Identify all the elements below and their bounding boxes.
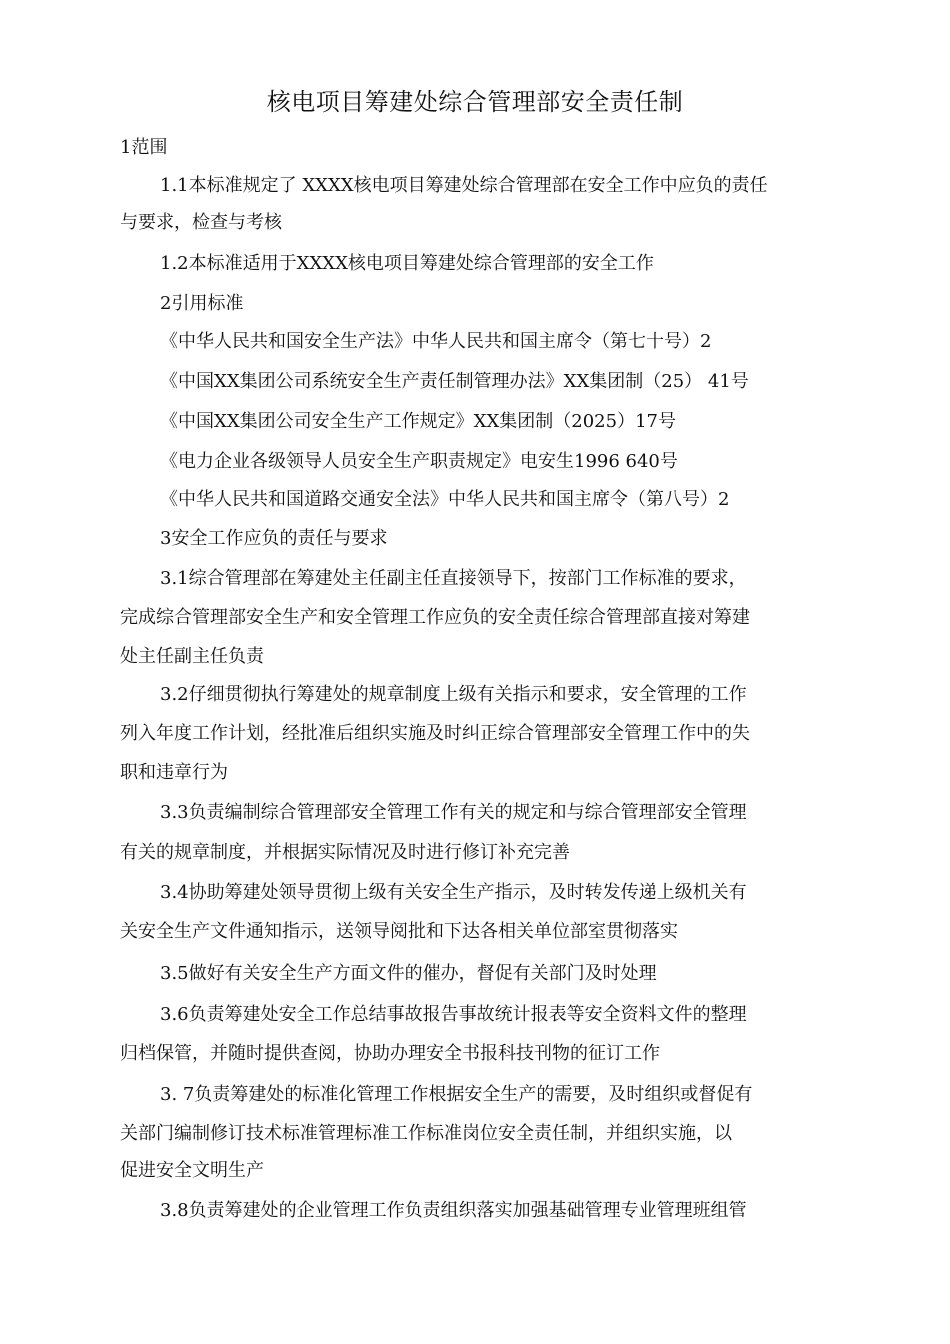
reference-item: 《中华人民共和国道路交通安全法》中华人民共和国主席令（第八号）2 [160,489,730,510]
paragraph-line: 有关的规章制度，并根据实际情况及时进行修订补充完善 [120,842,570,863]
paragraph-line: 3.5做好有关安全生产方面文件的催办，督促有关部门及时处理 [160,963,657,984]
paragraph-line: 1.2本标准适用于XXXX核电项目筹建处综合管理部的安全工作 [160,253,654,274]
paragraph-line: 关部门编制修订技术标准管理标准工作标准岗位安全责任制，并组织实施，以 [120,1123,732,1144]
reference-item: 《中国XX集团公司安全生产工作规定》XX集团制（2025）17号 [160,411,676,432]
paragraph-line: 1.1本标准规定了 XXXX核电项目筹建处综合管理部在安全工作中应负的责任 [160,175,768,196]
paragraph-line: 完成综合管理部安全生产和安全管理工作应负的安全责任综合管理部直接对筹建 [120,607,750,628]
paragraph-line: 3.4协助筹建处领导贯彻上级有关安全生产指示，及时转发传递上级机关有 [160,882,747,903]
paragraph-line: 3.6负责筹建处安全工作总结事故报告事故统计报表等安全资料文件的整理 [160,1004,747,1025]
paragraph-line: 关安全生产文件通知指示，送领导阅批和下达各相关单位部室贯彻落实 [120,921,678,942]
paragraph-line: 促进安全文明生产 [120,1160,264,1181]
paragraph-line: 归档保管，并随时提供查阅，协助办理安全书报科技刊物的征订工作 [120,1043,660,1064]
reference-item: 《中华人民共和国安全生产法》中华人民共和国主席令（第七十号）2 [160,331,712,352]
document-title: 核电项目筹建处综合管理部安全责任制 [266,88,684,116]
paragraph-line: 列入年度工作计划，经批准后组织实施及时纠正综合管理部安全管理工作中的失 [120,723,750,744]
paragraph-line: 处主任副主任负责 [120,646,264,667]
paragraph-line: 与要求，检查与考核 [120,212,282,233]
section-heading-references: 2引用标准 [160,293,244,314]
paragraph-line: 3.3负责编制综合管理部安全管理工作有关的规定和与综合管理部安全管理 [160,802,747,823]
paragraph-line: 3. 7负责筹建处的标准化管理工作根据安全生产的需要，及时组织或督促有 [160,1084,753,1105]
section-heading-scope: 1范围 [120,137,168,158]
paragraph-line: 职和违章行为 [120,762,228,783]
reference-item: 《中国XX集团公司系统安全生产责任制管理办法》XX集团制（25） 41号 [160,371,749,392]
paragraph-line: 3.2仔细贯彻执行筹建处的规章制度上级有关指示和要求，安全管理的工作 [160,684,747,705]
reference-item: 《电力企业各级领导人员安全生产职责规定》电安生1996 640号 [160,451,678,472]
paragraph-line: 3.1综合管理部在筹建处主任副主任直接领导下，按部门工作标准的要求， [160,568,747,589]
section-heading-responsibilities: 3安全工作应负的责任与要求 [160,528,388,549]
paragraph-line: 3.8负责筹建处的企业管理工作负责组织落实加强基础管理专业管理班组管 [160,1200,747,1221]
